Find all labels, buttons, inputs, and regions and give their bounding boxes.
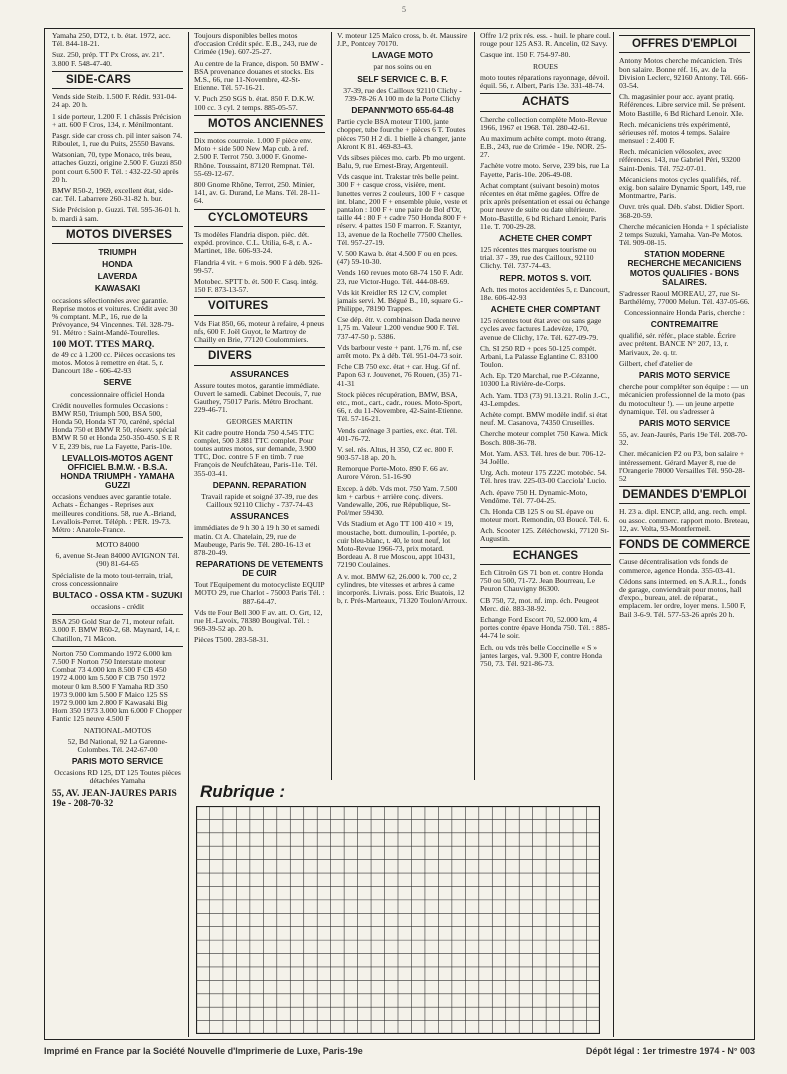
ad-title: LAVAGE MOTO — [372, 50, 433, 61]
section-heading: MOTOS ANCIENNES — [194, 115, 325, 133]
section-heading: MOTOS DIVERSES — [52, 226, 183, 244]
classified-ad: Rech. mécanicien vélosolex, avec références. 143, rue Gabriel Péri, 93200 Saint-Denis. Tél. 752-07-01. — [619, 147, 741, 173]
column-divider — [613, 32, 614, 1037]
ad-line: 52, Bd National, 92 La Garenne-Colombes. Tél. 242-67-00 — [67, 736, 168, 754]
classified-ad: J'achète votre moto. Serve, 239 bis, rue La Fayette, Paris-10e. 206-49-08. — [480, 161, 610, 179]
classified-ad: Vds tte Four Bell 300 F av. att. O. Grt, 12, rue H.-Lavoix, 78380 Bougival. Tél. : 969-39-52 ap. 20 h. — [194, 607, 323, 634]
classified-ad: H. 23 a. dipl. ENCP, alld, ang. rech. empl. ou assoc. commerc. rapport moto. Breteau, 12, av. Volta, 93-Montfermeil. — [619, 507, 750, 533]
ad-title: SELF SERVICE C. B. F. — [357, 73, 448, 84]
section-heading: ECHANGES — [480, 547, 611, 565]
classified-ad: Au maximum achète compt. moto étrang. E.B., 243, rue de Crimée - 19e. NOR. 25-27. — [480, 133, 607, 160]
classified-ad: immédiates de 9 h 30 à 19 h 30 et samedi matin. Ct A. Chatelain, 29, rue de Maubeuge, Paris 9e. Tél. 280-16-13 et 878-20-49. — [194, 523, 320, 557]
classified-ad: Vds sibses pièces mo. carb. Pb mo urgent. Balu, 9, rue Ernest-Bray, Argenteuil. — [337, 152, 466, 171]
classified-ad: Ach. Yam. TD3 (73) 91.13.21. Rolin J.-C., 43-Lempdes. — [480, 390, 610, 408]
column-4 — [480, 32, 611, 780]
ad-title: PARIS MOTO SERVICE — [638, 417, 731, 428]
classified-ad: Cause décentralisation vds fonds de commerce, agence Honda. 355-03-41. — [619, 557, 735, 575]
ad-line: GEORGES MARTIN — [226, 416, 293, 426]
classified-ad: Spécialiste de la moto tout-terrain, trial, cross concessionnaire — [52, 570, 173, 588]
ad-title: HONDA — [102, 259, 133, 270]
classified-ad: Urg. Ach. moteur 175 Z22C motobéc. 54. Tél. hres trav. 225-03-00 Cacciola' Lucio. — [480, 468, 607, 486]
classified-ad: Vds Fiat 850, 66, moteur à refaire, 4 pneus nfs, 600 F. Joël Guyot, le Martroy de Chailly en Brie, 77120 Coulommiers. — [194, 318, 325, 345]
section-heading: VOITURES — [194, 297, 325, 315]
classified-ad: Watsonian, 70, type Monaco, très beau, attaches Guzzi, origine 2.500 F. Guzzi 850 pont court 6.500 F. Tél. : 432-22-50 après 20 h. — [52, 150, 182, 184]
classified-ad: S'adresser Raoul MOREAU, 27, rue St-Barthélémy, 77000 Melun. Tél. 437-05-66. — [619, 288, 750, 306]
classified-ad: Vends carénage 3 parties, exc. état. Tél. 401-76-72. — [337, 425, 458, 443]
classified-ad: Ch. magasinier pour acc. ayant pratiq. Références. Libre service mil. Se présent. Moto Bastille, 6 Bd Richard Lenoir. XIe. — [619, 92, 746, 118]
ad-line: occasions - crédit — [90, 602, 145, 612]
classified-ad: Au centre de la France, dispon. 50 BMW - BSA provenance douanes et stocks. Ets M.S., 66, rue 11-Novembre, 42-St-Etienne. Tél. 57-16-21. — [194, 58, 324, 93]
classified-ad: Remorque Porte-Moto. 890 F. 66 av. Aurore Véron. 51-16-90 — [337, 464, 449, 482]
classified-ad: Vds barbour veste + pant. 1,76 m. nf, cse arrêt moto. Px à déb. Tél. 951-04-73 soir. — [337, 342, 463, 361]
column-2 — [194, 32, 325, 780]
classified-ad: Cherche collection complète Moto-Revue 1966, 1967 et 1968. Tél. 280-42-61. — [480, 114, 608, 132]
classified-ad: Vds casque int. Trakstar très belle peint. 300 F + casque cross, visière, ment. lunettes verres 2 couleurs, 100 F + casque int. blanc, 200 F + ensemble pluie, veste et pantalon : 100 F + une paire de Bol d'Or, taille 44 : 80 F + cadre 750 Honda 800 F + réserv. 4 pattes 150 F marron. F. Szantyr, 13, avenue de la Rochelle 77500 Chelles. Tél. 957-27-19. — [337, 172, 468, 247]
ad-title: PARIS MOTO SERVICE — [638, 370, 731, 381]
classified-ad: A v. mot. BMW 62, 26.000 k. 700 cc, 2 cylindres, bte vitesses et arbres à came incorporés. Livrais. poss. Eric Buatois, 12 b, r. Prés-Marteaux, 71320 Toulon/Arroux. — [337, 571, 468, 606]
classified-ad: Vends side Steib. 1.500 F. Rédit. 931-04-24 ap. 20 h. — [52, 92, 177, 110]
ad-title: CONTREMAITRE — [650, 319, 719, 330]
ad-title: ACHETE CHER COMPT — [498, 232, 593, 243]
ad-title: ASSURANCES — [230, 368, 289, 379]
ad-line: MOTO 84000 — [95, 540, 140, 550]
classified-ad: Side Précision p. Guzzi. Tél. 595-36-01 h. b. mardi à sam. — [52, 205, 181, 223]
ad-title: TRIUMPH — [98, 247, 137, 258]
ad-line: ROUES — [533, 61, 558, 71]
classified-ad: Ts modèles Flandria dispon. pièc. dét. expéd. province. C.L. Utilia, 6-8, r. A.-Martinet, 18e. 606-93-24. — [194, 230, 313, 256]
classified-ad: Yamaha 250, DT2, t. b. état. 1972, acc. Tél. 844-18-21. — [52, 32, 171, 49]
classified-ad: Crédit nouvelles formules Occasions : BMW R50, Triumph 500, BSA 500, Honda 50, Honda ST 70, caréné, spécial Honda 750 et BMW R 50, réserv. spécial BMW R 50 et Honda 250-350-450. S E R V E, 239 bis, rue La Fayette, Paris-10e. — [52, 400, 180, 451]
classified-ad: Antony Motos cherche mécanicien. Très bon salaire. Bonne réf. 16, av. de la Division Leclerc, 92160 Antony. Tél. 666-03-54. — [619, 56, 748, 90]
classified-ad: moto toutes réparations rayonnage, dévoil. équil. 56, r. Albert, Paris 13e. 331-48-74. — [480, 72, 610, 90]
classified-ad: Excep. à déb. Vds mot. 750 Yam. 7.500 km + carbus + arrière conç. divers. Vandewalle, 206, rue République, St-Pol/mer 59430. — [337, 483, 458, 518]
classified-ad: Ach. Scooter 125. Zéléchowski, 77120 St-Augustin. — [480, 526, 610, 544]
classified-ad: Vends 160 revues moto 68-74 150 F. Adr. 23, rue Victor-Hugo. Tél. 444-08-69. — [337, 268, 464, 286]
classified-ad: cherche pour compléter son équipe : — un mécanicien professionnel de la moto (pas du motoculteur !). — un jeune arpette dynamique. Tél. ou s'adresser à — [619, 382, 749, 416]
classified-ad: 125 récentes ttes marques tourisme ou trial. 37 - 39, rue des Cailloux, 92110 Clichy. Tél. 737-74-43. — [480, 245, 597, 271]
classified-ad: Ach. Ep. T20 Marchal, rue P.-Cézanne, 10300 La Rivière-de-Corps. — [480, 371, 600, 389]
classified-ad: CB 750, 72, mot. nf. imp. éch. Peugeot Merc. diè. 883-38-92. — [480, 595, 599, 613]
classified-ad: Norton 750 Commando 1972 6.000 km 7.500 F Norton 750 Interstate moteur Combat 73 4.000 km 8.500 F CB 450 1972 4.000 km 5.500 F CB 750 1972 moteur 0 km 8.500 F Yamaha RD 350 1973 9.000 km 5.500 F Maico 125 SS 1972 9.000 km 2.800 F Kawasaki Big Horn 350 1973 3.000 km 6.000 F Chopper Fantic 125 neuve 4.500 F — [52, 648, 182, 724]
ad-line: 6, avenue St-Jean 84000 AVIGNON Tél. (90) 81-64-65 — [55, 551, 180, 569]
classified-ad: BSA 250 Gold Star de 71, moteur refait. 3.000 F. BMW R60-2, 68. Maynard, 14, r. Chatillon, 71 Mâcon. — [52, 617, 180, 643]
classified-ad: Mot. Yam. AS3. Tél. hres de bur. 706-12-34 Joëlle. — [480, 448, 606, 466]
classified-ad: BMW R50-2, 1969, excellent état, side-car. Tél. Labarrere 260-31-82 h. bur. — [52, 186, 174, 204]
ad-line: par nos soins ou en — [373, 62, 432, 72]
ad-title: REPR. MOTOS S. VOIT. — [499, 272, 592, 283]
classified-ad: Cherche mécanicien Honda + 1 spécialiste 2 temps Suzuki, Yamaha. Van-Pe Motos. Tél. 909-08-15. — [619, 221, 749, 248]
ad-line: NATIONAL-MOTOS — [83, 725, 152, 735]
ad-title: REPARATIONS DE VETEMENTS DE CUIR — [195, 559, 324, 579]
classified-ad: Mécaniciens motos cycles qualifiés, réf. exig. bon salaire Dynamic Sport, 149, rue Montmartre, Paris. — [619, 174, 746, 201]
ad-line: Travail rapide et soigné 37-39, rue des Cailloux 92110 Clichy - 737-74-43 — [201, 491, 318, 510]
classified-ad: Gilbert, chef d'atelier de — [619, 358, 693, 368]
section-heading: CYCLOMOTEURS — [194, 209, 325, 227]
ad-title: DEPANN. REPARATION — [212, 479, 307, 490]
classified-ad: Fche CB 750 exc. état + car. Hug. Gf nf. Papon 63 r. Jouvenet, 76 Rouen, (35) 71-41-31 — [337, 362, 462, 388]
ad-separator — [52, 614, 183, 615]
ad-title: STATION MODERNE RECHERCHE MECANICIENS MOTOS QUALIFIES - BONS SALAIRES. — [627, 249, 742, 287]
section-heading: DIVERS — [194, 347, 325, 365]
ad-line: Occasions RD 125, DT 125 Toutes pièces détachées Yamaha — [54, 768, 181, 786]
ad-title: ASSURANCES — [230, 511, 289, 522]
column-5 — [619, 32, 750, 1037]
section-heading: OFFRES D'EMPLOI — [619, 35, 750, 53]
classified-ad: V. 500 Kawa b. état 4.500 F ou en pces. (47) 59-10-30. — [337, 248, 458, 267]
classified-ad: occasions sélectionnées avec garantie. Reprise motos et voitures. Crédit avec 30 % comptant. M.P., 16, rue de la Prévoyance, 94 Vincennes. Tél. 328-79-91. Métro : Saint-Mandé-Tourelles. — [52, 295, 178, 338]
page-number: 5 — [402, 5, 406, 14]
classified-ad: Ch. Honda CB 125 S ou SL épave ou moteur mort. Remondin, 03 Boucé. Tél. 6. — [480, 506, 610, 525]
section-heading: SIDE-CARS — [52, 71, 183, 89]
classified-ad: Ach. ttes motos accidentées 5, r. Dancourt, 18e. 606-42-93 — [480, 284, 610, 302]
classified-ad: 125 récentes tout état avec ou sans gage cycles avec factures Ladevèze, 170, avenue de Clichy, 17e. Tél. 627-09-79. — [480, 316, 602, 342]
section-heading: DEMANDES D'EMPLOI — [619, 486, 750, 504]
classified-ad: Kit cadre poutre Honda 750 4.545 TTC complet, 500 3.881 TTC complet. Pour toutes autres motos, sur demande, 3.900 TTC, Doc. contre 5 F en timb. 7 rue François de Neufchâteau, Paris-11e. Tél. 355-03-41. — [194, 427, 318, 478]
classified-ad: Ch. SI 250 RD + pces 50-125 compét. Arbani, La Palasse Eglantine C. 83100 Toulon. — [480, 343, 598, 370]
ad-title: SERVE — [103, 377, 132, 388]
legal-deposit: Dépôt légal : 1er trimestre 1974 - N° 003 — [585, 1046, 755, 1056]
classified-ad: de 49 cc à 1.200 cc. Pièces occasions tes motos. Motos à remettre en état. 5, r. Dancourt 18e - 606-42-93 — [52, 349, 176, 376]
classified-ad: Flandria 4 vit. + 6 mois. 900 F à déb. 926-99-57. — [194, 257, 323, 275]
classified-ad: 1 side porteur, 1.200 F. 1 châssis Précision + att. 600 F Cros, 134, r. Ménilmontant. — [52, 111, 182, 129]
ad-title: KAWASAKI — [94, 283, 141, 294]
rubrique-label: Rubrique : — [200, 782, 285, 801]
ad-title-large: 100 MOT. TTES MARQ. — [52, 340, 155, 351]
column-divider — [331, 32, 332, 780]
classified-ad: Assure toutes motos, garantie immédiate. Ouvert le samedi. Cabinet Decouis, 7, rue Gauthey, 75017 Paris. Métro Brochant. 229-46-71. — [194, 380, 322, 415]
classified-ad: Pièces T500. 283-58-31. — [194, 635, 269, 645]
classified-ad: Stock pièces récupération, BMW, BSA, etc., mot., cart., cadr., roues. Moto-Sport, 66, r. du 11-Novembre, 42-Saint-Etienne. Tél. 57-16-21. — [337, 389, 463, 424]
ad-title: LEVALLOIS-MOTOS AGENT OFFICIEL B.M.W. - B.S.A. HONDA TRIUMPH - YAMAHA GUZZI — [60, 452, 175, 491]
classified-ad: occasions vendues avec garantie totale. Achats - Échanges - Reprises aux meilleures conditions. 58, rue A.-Briand, Levallois-Perret. Téléph. : PER. 19-73. Métro : Anatole-France. — [52, 492, 177, 534]
ad-line: Concessionnaire Honda Paris, cherche : — [624, 308, 745, 318]
classified-ad: Ech. ou vds très belle Coccinelle « S » jantes larges, val. 9.300 F, contre Honda 750, 73. Tél. 921-86-73. — [480, 642, 602, 668]
classified-ad: Suz. 250, prép. TT Px Cross, av. 21''. 3.800 F. 548-47-40. — [52, 50, 165, 68]
classified-ad: Ouvr. très qual. Déb. s'abst. Didier Sport. 368-20-59. — [619, 202, 745, 220]
column-divider — [188, 32, 189, 1037]
ad-line: 37-39, rue des Cailloux 92110 Clichy - 739-78-26 A 100 m de la Porte Clichy — [343, 85, 462, 103]
classified-ad: 800 Gnome Rhône, Terrot, 250. Minier, 141, av. G. Durand, Le Mans. Tél. 28-11-64. — [194, 180, 320, 206]
classified-ad: Motobec. SPTT b. ét. 500 F. Casq. intég. 150 F. 873-13-57. — [194, 276, 318, 295]
classified-ad: Rech. mécaniciens très expérimenté, sérieuses réf. motos 4 temps. Salaire mensuel : 2.400 F. — [619, 119, 731, 146]
classified-ad: V. moteur 125 Maïco cross, b. ét. Maussire J.P., Pontcey 70170. — [337, 32, 468, 49]
section-heading: ACHATS — [480, 93, 611, 111]
ad-title: PARIS MOTO SERVICE — [71, 756, 164, 767]
classified-ad: V. Puch 250 SGS b. état. 850 F. D.K.W. 100 cc. 3 cyl. 2 temps. 885-05-57. — [194, 94, 315, 112]
classified-ad: Ach. épave 750 H. Dynamic-Moto, Vendôme. Tél. 77-04-25. — [480, 487, 588, 505]
classified-ad: Cédons sans intermed. en S.A.R.L., fonds de garage, conviendrait pour motos, hall d'expo., bureau, atel. de réparat., emplacem. ler ordre, loyer mens. 1.500 F, Bail 3-6-9. Tél. 577-53-26 après 20 h. — [619, 576, 747, 619]
classified-ad: Vds Stadium et Ago TT 100 410 × 19, moustache, bott. dumoulin, 1-portée, p. cuir bleu-blanc, t. 40, le tout neuf, lot Moto-Revue 1966-73, prix motard. Bordeau A. 8 rue Moscou, appt 10431, 72190 Coulaines. — [337, 519, 457, 570]
letter-grid[interactable] — [196, 806, 600, 1034]
classified-ad: Achète compt. BMW modèle indif. si état neuf. M. Casanova, 74350 Cruseilles. — [480, 410, 608, 428]
column-divider — [474, 32, 475, 780]
printer-credit: Imprimé en France par la Société Nouvelle d'Imprimerie de Luxe, Paris-19e — [44, 1046, 363, 1056]
ad-line: concessionnaire officiel Honda — [70, 389, 165, 399]
classified-ad: Offre 1/2 prix rés. ess. - huil. le phare coul. rouge pour 125 AS3. R. Ancelin, 02 Savy. — [480, 32, 611, 49]
classified-ad: Casque int. 150 F. 754-97-80. — [480, 50, 571, 60]
classified-ad: Dix motos courroie. 1.000 F pièce env. Moto + side 500 New Map cub. à ref. 2.500 F. Terrot 750. 3.000 F. Gnome-Rhône. Toussaint, 87120 Rempnat. Tél. 55-69-12-67. — [194, 136, 315, 178]
classified-ad: Partie cycle BSA moteur T100, jante chopper, tube fourche + pièces 6 T. Toutes pièces 750 H 2 di. 1 bielle à changer, jante Akront K 81. 469-83-43. — [337, 117, 466, 151]
ad-title: BULTACO - OSSA KTM - SUZUKI — [52, 590, 183, 601]
ad-title: DEPANN'MOTO 655-64-48 — [351, 105, 454, 116]
ad-separator — [52, 537, 183, 538]
column-3 — [337, 32, 468, 780]
classified-ad: 55, av. Jean-Jaurès, Paris 19e Tél. 208-70-32. — [619, 429, 748, 448]
classified-ad: Achat comptant (suivant besoin) motos récentes en état même gagées. Offre de prix après présentation et essai ou échange pour neuve de suite ou date ultérieure. Moto-Bastille, 6 bd Richard Lenoir, Paris 11e. T. 700-29-28. — [480, 180, 610, 231]
classified-ad: Echange Ford Escort 70, 52.000 km, 4 portes contre épave Honda 750. Tél. : 885-44-74 le soir. — [480, 614, 610, 641]
classified-ad: Pasgr. side car cross ch. pil inter saison 74. Riboulet, 1, rue du Puits, 25550 Bavans. — [52, 130, 183, 149]
classified-ad: Cherche moteur complet 750 Kawa. Mick Bosch. 808-36-78. — [480, 429, 608, 447]
ad-title-large: 55, AV. JEAN-JAURES PARIS 19e - 208-70-32 — [52, 788, 177, 809]
classified-ad: qualifié, sér. référ., place stable. Écrire avec prétent. BANCE N° 207, 13, r. Marivaux, 2e. q. tr. — [619, 331, 736, 357]
classified-ad: V. sel. rés. Altus, H 350, CZ ec. 800 F. 903-57-18 ap. 20 h. — [337, 444, 454, 463]
ad-title: ACHETE CHER COMPTANT — [490, 304, 601, 315]
classified-ad: Cher. mécanicien P2 ou P3, bon salaire + intéressement. Gérard Mayer 8, rue de l'Orangerie 78000 Versailles Tél. 950-28-52 — [619, 449, 745, 483]
classified-ad: Cse dép. étr. v. combinaison Dada neuve 1,75 m. Valeur 1.200 vendue 900 F. Tél. 737-47-50 p. 5386. — [337, 315, 461, 341]
classified-ad: Vds kit Kreidler RS 12 CV, complet jamais servi. M. Bégué B., 10, square G.-Philippe, 78190 Trappes. — [337, 287, 463, 314]
ad-separator — [52, 646, 183, 647]
ad-line: Tout l'Equipement du motocycliste EQUIP MOTO 29, rue Charlot - 75003 Paris Tél. : 887-64-47. — [194, 580, 325, 606]
classified-order-form — [196, 780, 600, 1037]
column-1 — [52, 32, 183, 1037]
classified-ad: Ech Citroën GS 71 bon et. contre Honda 750 ou 500, 71-72. Jean Bourreau, Le Peuron Chauvigny 86300. — [480, 568, 604, 594]
ad-title: LAVERDA — [97, 271, 138, 282]
section-heading: FONDS DE COMMERCE — [619, 536, 750, 554]
classified-ad: Toujours disponibles belles motos d'occasion Crédit spéc. E.B., 243, rue de Crimée (19e). 607-25-27. — [194, 32, 318, 57]
